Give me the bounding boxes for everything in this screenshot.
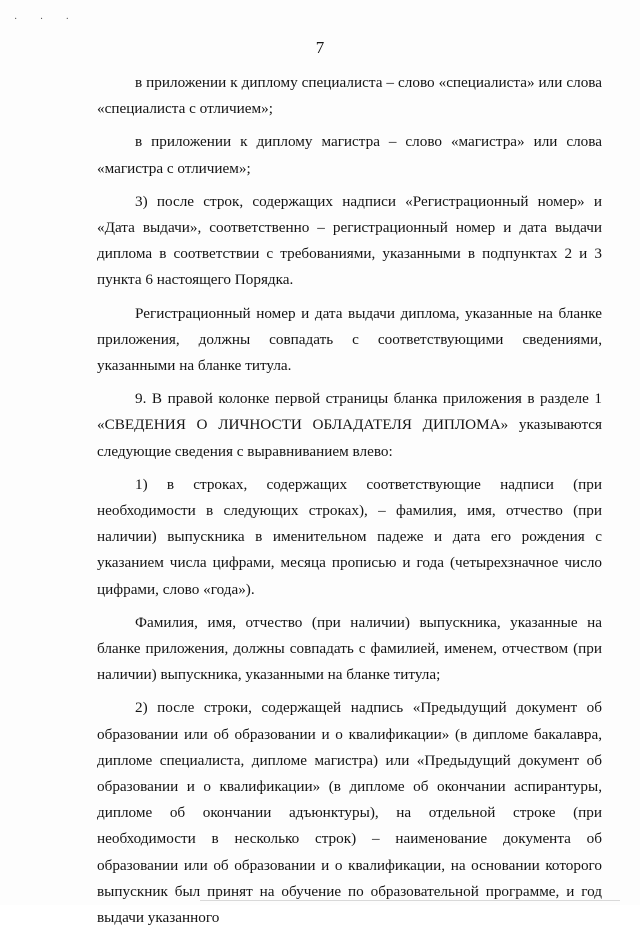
paragraph-item-1: 1) в строках, содержащих соответствующие надписи (при необходимости в следующих строках), – фамилия, имя, отчество (при наличии) выпускника в именительном падеже и дата его рождения с указанием числа цифрами, месяца прописью и года (четырехзначное число цифрами, слово «года»).: [97, 475, 602, 598]
paragraph-diploma-master: в приложении к диплому магистра – слово «магистра» или слова «магистра с отличием»;: [97, 133, 602, 177]
document-body: [97, 70, 602, 938]
paragraph-name-match: Фамилия, имя, отчество (при наличии) выпускника, указанные на бланке приложения, должны совпадать с фамилией, именем, отчеством (при наличии) выпускника, указанными на бланке титула;: [97, 613, 602, 684]
paragraph-diploma-specialist: в приложении к диплому специалиста – слово «специалиста» или слова «специалиста с отличием»;: [97, 74, 602, 118]
paragraph-registration-match: Регистрационный номер и дата выдачи диплома, указанные на бланке приложения, должны совпадать с соответствующими сведениями, указанными на бланке титула.: [97, 304, 602, 375]
paragraph-item-2: 2) после строки, содержащей надпись «Предыдущий документ об образовании или об образовании и о квалификации» (в дипломе бакалавра, дипломе специалиста, дипломе магистра) или «Предыдущий документ об образовании и о квалификации» (в дипломе об окончании аспирантуры, дипломе об окончании адъюнктуры), на отдельной строке (при необходимости в несколько строк) – наименование документа об образовании или об образовании и о квалификации, на основании которого выпускник был принят на обучение по образовательной программе, и год выдачи указанного: [97, 699, 602, 927]
scan-edge-line: [200, 900, 620, 901]
page-number: 7: [315, 38, 325, 57]
scan-artifact: · · ·: [14, 14, 79, 25]
paragraph-section-9: 9. В правой колонке первой страницы бланка приложения в разделе 1 «СВЕДЕНИЯ О ЛИЧНОСТИ ОБЛАДАТЕЛЯ ДИПЛОМА» указываются следующие сведения с выравниванием влево:: [97, 390, 602, 460]
paragraph-registration: 3) после строк, содержащих надписи «Регистрационный номер» и «Дата выдачи», соответственно – регистрационный номер и дата выдачи диплома в соответствии с требованиями, указанными в подпунктах 2 и 3 пункта 6 настоящего Порядка.: [97, 192, 602, 289]
